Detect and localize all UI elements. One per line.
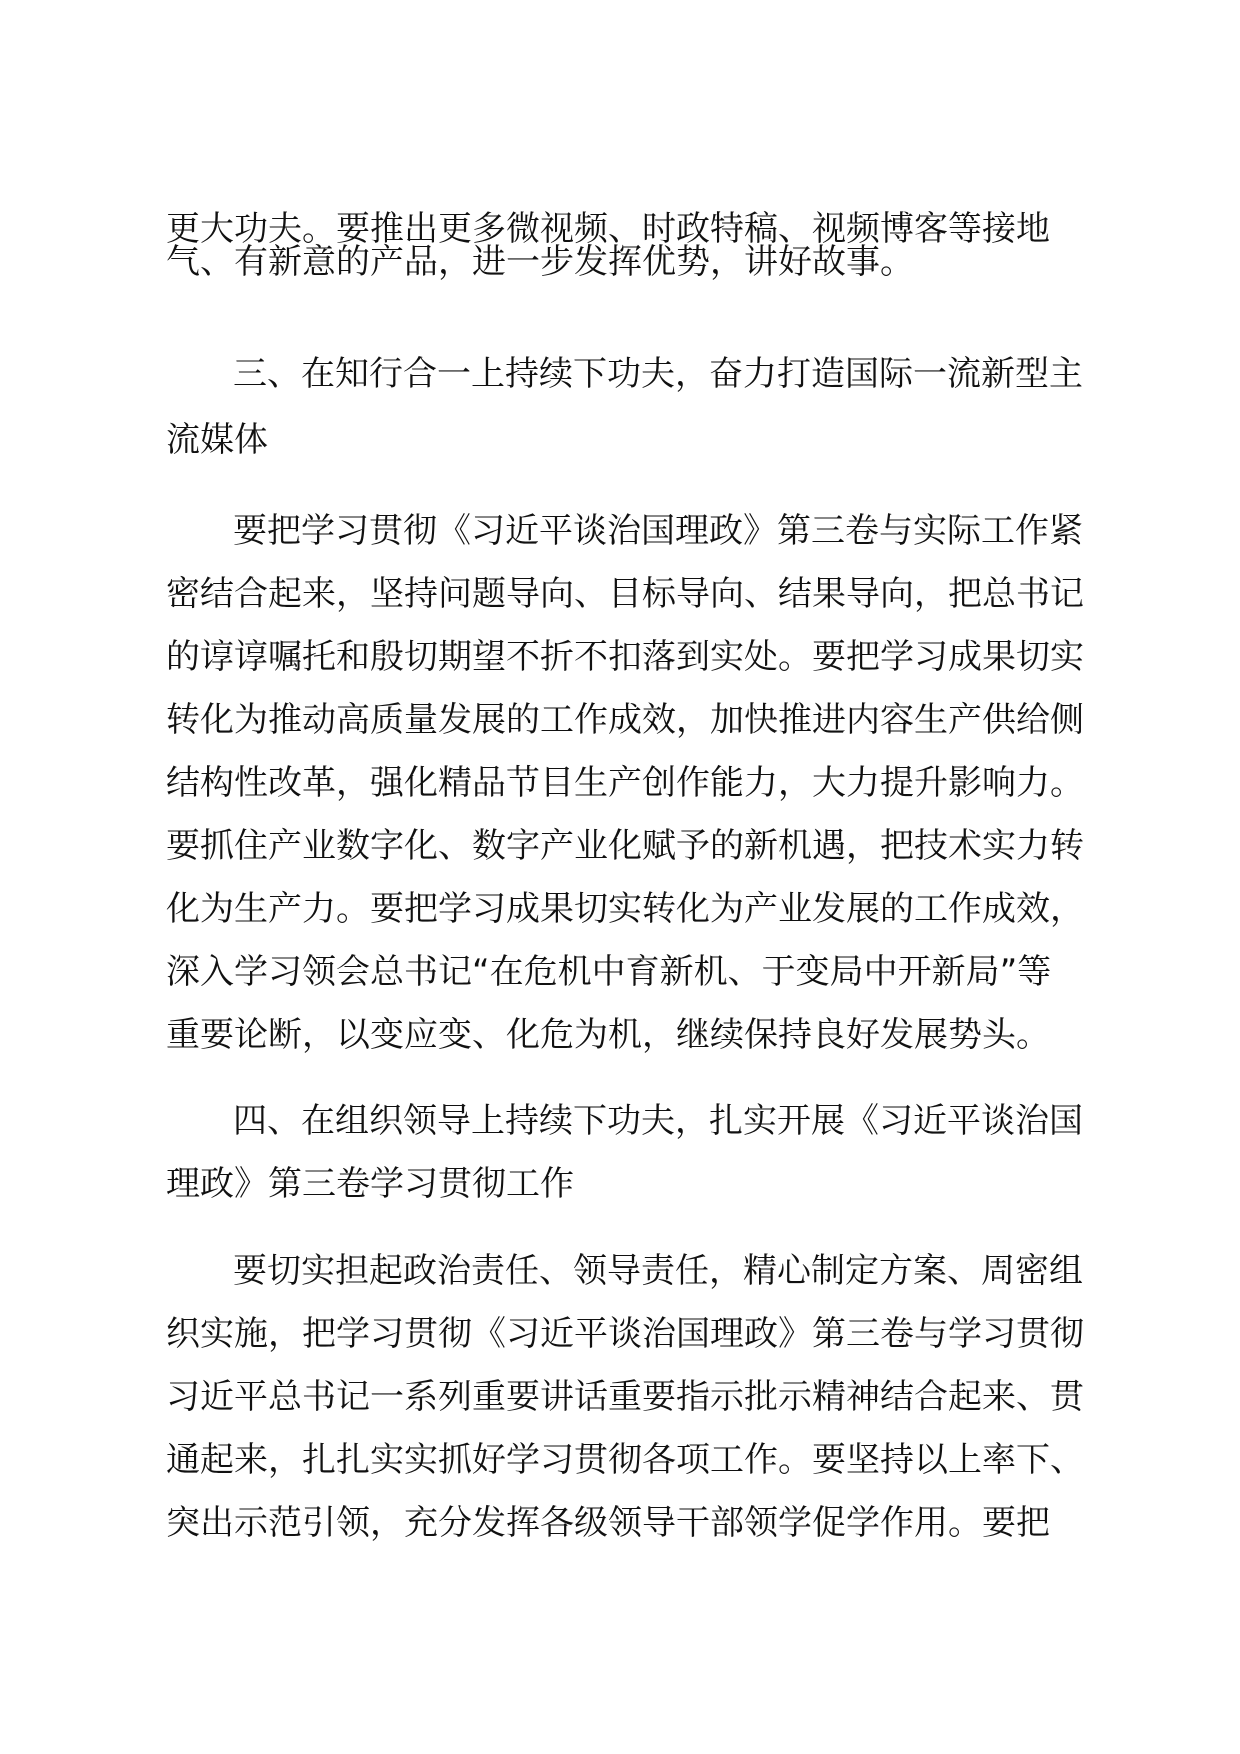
body-text-line: 更大功夫。要推出更多微视频、时政特稿、视频博客等接地 (166, 209, 1050, 249)
body-text-line: 习近平总书记一系列重要讲话重要指示批示精神结合起来、贯 (166, 1377, 1084, 1417)
body-text-line: 要切实担起政治责任、领导责任，精心制定方案、周密组 (233, 1251, 1083, 1291)
body-text-line: 要把学习贯彻《习近平谈治国理政》第三卷与实际工作紧 (233, 511, 1083, 551)
body-text-line: 结构性改革，强化精品节目生产创作能力，大力提升影响力。 (166, 763, 1084, 803)
body-text-line: 密结合起来，坚持问题导向、目标导向、结果导向，把总书记 (166, 574, 1084, 614)
body-text-line: 织实施，把学习贯彻《习近平谈治国理政》第三卷与学习贯彻 (166, 1314, 1084, 1354)
section-heading-line: 三、在知行合一上持续下功夫，奋力打造国际一流新型主 (233, 354, 1083, 394)
body-text-line: 通起来，扎扎实实抓好学习贯彻各项工作。要坚持以上率下、 (166, 1440, 1084, 1480)
body-text-line: 突出示范引领，充分发挥各级领导干部领学促学作用。要把 (166, 1503, 1050, 1543)
section-heading-line: 理政》第三卷学习贯彻工作 (166, 1164, 574, 1204)
body-text-line: 化为生产力。要把学习成果切实转化为产业发展的工作成效， (166, 889, 1084, 929)
section-heading-line: 流媒体 (166, 420, 268, 460)
body-text-line: 深入学习领会总书记“在危机中育新机、于变局中开新局”等 (166, 952, 1052, 992)
body-text-line: 重要论断，以变应变、化危为机，继续保持良好发展势头。 (166, 1015, 1050, 1055)
body-text-line: 转化为推动高质量发展的工作成效，加快推进内容生产供给侧 (166, 700, 1084, 740)
body-text-line: 的谆谆嘱托和殷切期望不折不扣落到实处。要把学习成果切实 (166, 637, 1084, 677)
section-heading-line: 四、在组织领导上持续下功夫，扎实开展《习近平谈治国 (233, 1101, 1083, 1141)
body-text-line: 气、有新意的产品，进一步发挥优势，讲好故事。 (166, 242, 914, 282)
body-text-line: 要抓住产业数字化、数字产业化赋予的新机遇，把技术实力转 (166, 826, 1084, 866)
